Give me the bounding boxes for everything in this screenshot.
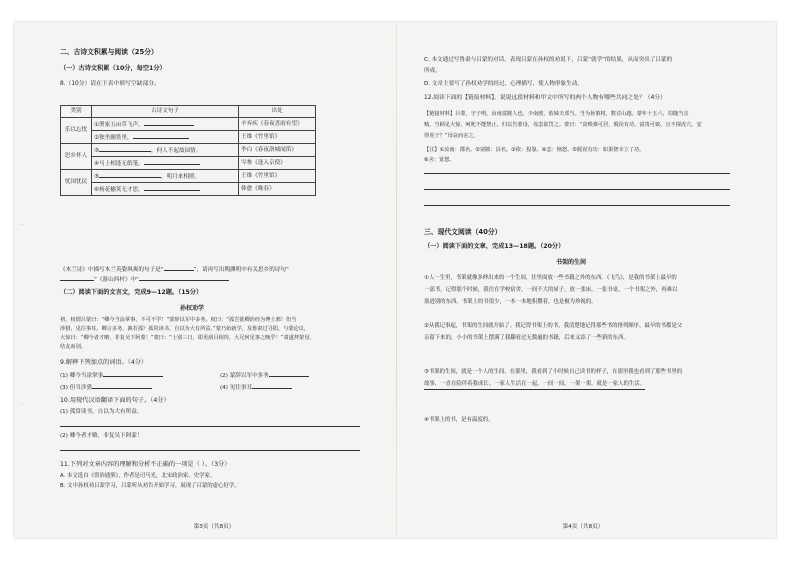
- article-line: 塞进别的东西。书架上的书很少，一本一本地积攒着，也是极为珍视的。: [424, 299, 597, 305]
- link-material: 贼，当顾见大惊，呵叱不能禁止。归以告蒙母，母恚欲罚之。蒙曰：“贫贱难可居，脱误有功，富贵可致。且不探虎穴，安: [424, 122, 702, 128]
- answer-line[interactable]: [424, 189, 730, 190]
- table-row: [61, 144, 316, 157]
- answer-line[interactable]: [424, 173, 730, 174]
- table-header: 古诗文句子: [92, 106, 239, 118]
- passage-title: 孙权劝学: [180, 305, 205, 312]
- question-11: 11.下列对文章内容的理解和分析不正确的一项是（ ）。（3分）: [60, 461, 231, 468]
- q11-option-c: C. 本文通过写鲁肃与吕蒙的对话，表现吕蒙在孙权的劝说下，吕蒙“就学”的结果，从而突出了吕蒙的: [424, 57, 673, 63]
- subsection-title: （二）阅读下面的文言文，完成9—12题。（15分）: [60, 289, 203, 296]
- source-cell: 岑参《逢入京使》: [239, 157, 316, 170]
- answer-line[interactable]: [60, 450, 360, 451]
- answer-line[interactable]: [424, 205, 730, 206]
- page-gutter: [396, 22, 397, 538]
- table-row: [61, 183, 316, 196]
- link-material: 得虎子？”母哀而舍之。: [424, 133, 479, 139]
- question-12: 12.阅读下面的【链接材料】，说说这段材料和甲文中所写的两个人物有哪些共同之处？（4分）: [424, 95, 666, 101]
- scanned-exam-spread: [14, 22, 776, 538]
- category-cell: 忧国忧民: [61, 170, 92, 196]
- q10-item: (2) 卿今者才略，非复吴下阿蒙！: [60, 433, 143, 439]
- page-4: [424, 22, 742, 538]
- q11-option-c-cont: 所成。: [424, 68, 441, 74]
- q11-option-a: A. 本文选自《资治通鉴》，作者是司马光，北宋政治家、史学家。: [60, 473, 216, 479]
- sentence-cell[interactable]: ⑤ ，明月来相照。: [92, 170, 239, 183]
- page-3: [60, 22, 368, 538]
- sentence-cell[interactable]: ①渔家五亩草飞声，: [92, 118, 239, 131]
- q9-item[interactable]: (1) 卿今当涂掌事: [60, 370, 163, 381]
- category-cell: 乐以忘忧: [61, 118, 92, 144]
- table-row: [61, 170, 316, 183]
- question-8-note: 《木兰诗》中描写木兰英姿飒爽的句子是“ ”，请再写出陶渊明中有关思乡的诗句“: [60, 264, 289, 275]
- source-cell: 李白《春夜洛城闻笛》: [239, 144, 316, 157]
- passage-line: 结友而别。: [60, 344, 86, 350]
- table-row: [61, 131, 316, 144]
- article-line: ②从我记事起，书架的生间就开始了。我记得书架上的书，我清楚地记得那些书的排列顺序，最早的书都是父: [424, 323, 683, 329]
- sentence-cell[interactable]: ②独坐幽篁里，: [92, 131, 239, 144]
- table-row: [61, 157, 316, 170]
- link-material: 【链接材料】吕蒙，字子明，汝南富陂人也。少南渡，依姊夫邓当。当为孙策将，数讨山越。蒙年十五六，窃随当击: [424, 111, 689, 117]
- section-title: 二、古诗文积累与阅读（25分）: [60, 48, 158, 56]
- table-header-row: [61, 106, 316, 118]
- section-title: 三、现代文阅读（40分）: [424, 228, 502, 236]
- annotation-note: ⑥舍：宽恕。: [424, 157, 455, 163]
- source-cell: 辛弃疾《春夜喜雨有望》: [239, 118, 316, 131]
- question-10: 10.用现代汉语翻译下面的句子。（4分）: [60, 397, 170, 404]
- page-footer: 第3页（共8页）: [193, 524, 235, 530]
- q9-item[interactable]: (2) 蒙辞以军中多务: [220, 370, 309, 381]
- table-header: 类别: [61, 106, 92, 118]
- subsection-title: （一）阅读下面的文章，完成13—18题。（20分）: [424, 243, 565, 250]
- article-line: ①人一生里，书架就像多伸出来的一个生间，往里面放一些书籍之外的东西。《飞鸟》，是我的书架上最早的: [424, 275, 677, 281]
- article-line: ③书架的生间，就是一个人的生间。在那里，我看到了小时候自己读书的样子，在那里我也看到了那些书里的: [424, 369, 683, 375]
- q9-item[interactable]: (4) 见往事耳: [220, 382, 292, 393]
- q11-option-d: D. 文章主要写了孙权劝学的经过，心理描写，使人物形象生动。: [424, 81, 583, 87]
- subsection-title: （一）古诗文积累（10分，每空1分）: [60, 65, 166, 72]
- question-9: 9.解释下列加点的词语。（4分）: [60, 359, 148, 366]
- binding-mark: ｜: [18, 222, 24, 227]
- question-8-note-cont: ”《游山西村》中“: [60, 274, 229, 285]
- category-cell: 思乡怀人: [61, 144, 92, 170]
- source-cell: 王维《竹里馆》: [239, 170, 316, 183]
- binding-mark: ｜: [18, 402, 24, 407]
- article-title: 书架的生间: [556, 259, 587, 266]
- question-8: 8.（10分）请在下表中填写空缺部分。: [60, 81, 160, 87]
- q11-option-b: B. 文中孙权劝吕蒙学习，吕蒙听从劝告开始学习，展现了吕蒙的虚心好学。: [60, 483, 240, 489]
- sentence-cell[interactable]: ④马上相逢无纸笔，: [92, 157, 239, 170]
- passage-line: 大惊曰：“卿今者才略，非复吴下阿蒙！”蒙曰：“士别三日，即更刮目相待，大兄何见事之晚乎！”肃遂拜蒙母，: [60, 335, 315, 341]
- article-line-underlined: 故事，一直在陪伴着我成长。一家人生活在一起，一间一间，一架一架，就是一家人的生活。: [424, 380, 645, 390]
- sentence-cell[interactable]: ⑥杨花榆荚无才思，: [92, 183, 239, 196]
- sentence-cell[interactable]: ③ ，何人不起故园情。: [92, 144, 239, 157]
- table-header: 出处: [239, 106, 316, 118]
- article-line: ④书架上的书，是有温度的。: [424, 417, 494, 423]
- q9-item[interactable]: (3) 但当涉猎: [60, 382, 152, 393]
- answer-line[interactable]: [60, 426, 360, 427]
- article-line: 一部书，记得那个时候，我住在学校宿舍，一间不大的屋子，放一张床，一张书桌，一个书架之外，再难以: [424, 287, 678, 293]
- passage-line: 涉猎，见往事耳。卿言多务，孰若孤？孤常读书，自以为大有所益。”蒙乃始就学。及鲁肃过寻阳，与蒙论议，: [60, 326, 310, 332]
- annotation-note: 【注】①汝南：郡名。②富陂：县名。③依：投靠。④恚：恼怒。⑤脱误有功：如果侥幸立了功。: [424, 147, 645, 153]
- poetry-table: [60, 105, 316, 196]
- table-row: [61, 118, 316, 131]
- source-cell: 王维《竹里馆》: [239, 131, 316, 144]
- article-line: 亲留下来的，小小的书架上摆满了我翻看过无数遍的书籍，后来又添了一些新的东西。: [424, 335, 629, 341]
- source-cell: 韩愈《晚春》: [239, 183, 316, 196]
- passage-line: 初，权谓吕蒙曰：“卿今当涂掌事，不可不学！”蒙辞以军中多务。权曰：“孤岂欲卿治经为博士邪！但当: [60, 317, 297, 323]
- q10-item: (1) 孤常读书，自以为大有所益。: [60, 409, 143, 415]
- page-footer: 第4页（共8页）: [562, 524, 604, 530]
